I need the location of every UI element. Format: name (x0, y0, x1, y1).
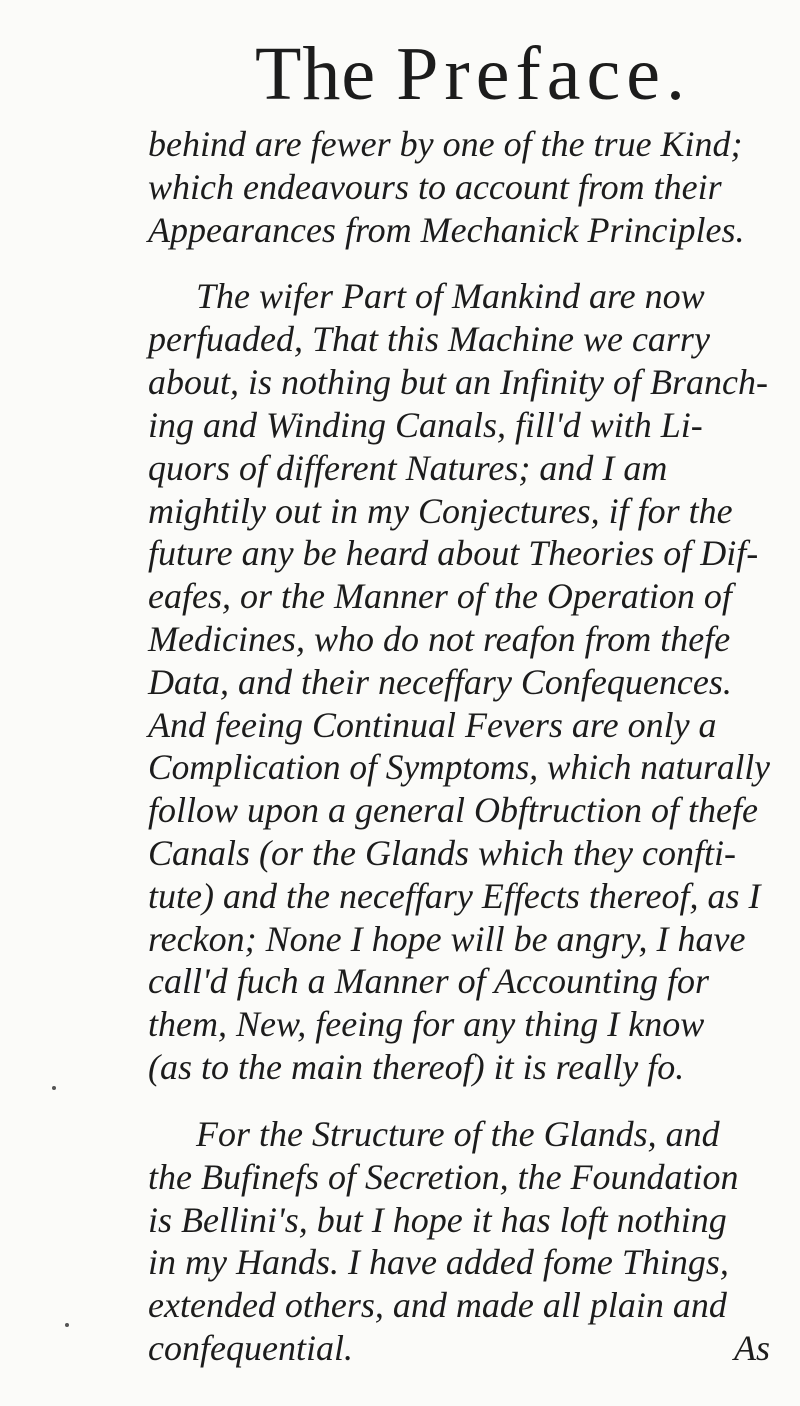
text-line: perfuaded, That this Machine we carry (148, 319, 710, 359)
text-line: quors of different Natures; and I am (148, 448, 668, 488)
text-line: And feeing Continual Fevers are only a (148, 705, 717, 745)
text-line: extended others, and made all plain and (148, 1285, 727, 1325)
text-line: confequential. (148, 1328, 353, 1368)
text-line: The wifer Part of Mankind are now (196, 276, 705, 316)
text-line: the Bufinefs of Secretion, the Foundation (148, 1157, 739, 1197)
text-line: call'd fuch a Manner of Accounting for (148, 961, 709, 1001)
text-line: ing and Winding Canals, fill'd with Li- (148, 405, 703, 445)
text-line: them, New, feeing for any thing I know (148, 1004, 705, 1044)
ink-speck (65, 1323, 69, 1327)
text-line: which endeavours to account from their (148, 167, 722, 207)
text-line: Complication of Symptoms, which naturally (148, 747, 770, 787)
text-line: Appearances from Mechanick Principles. (148, 210, 745, 250)
text-line: For the Structure of the Glands, and (196, 1114, 720, 1154)
text-line: (as to the main thereof) it is really fo. (148, 1047, 685, 1087)
running-head-preface: Preface. (396, 32, 691, 116)
text-line: about, is nothing but an Infinity of Branch- (148, 362, 768, 402)
text-line: mightily out in my Conjectures, if for the (148, 491, 733, 531)
text-line: eafes, or the Manner of the Operation of (148, 576, 732, 616)
text-line: behind are fewer by one of the true Kind; (148, 124, 743, 164)
text-line: Canals (or the Glands which they confti- (148, 833, 736, 873)
running-head-the: The (255, 32, 377, 116)
text-line: Data, and their neceffary Confequences. (148, 662, 732, 702)
text-line: follow upon a general Obftruction of thefe (148, 790, 758, 830)
text-line: tute) and the neceffary Effects thereof, as I (148, 876, 761, 916)
ink-speck (52, 1086, 56, 1090)
text-line: in my Hands. I have added fome Things, (148, 1242, 729, 1282)
text-line: reckon; None I hope will be angry, I have (148, 919, 746, 959)
text-line: future any be heard about Theories of Dif- (148, 533, 759, 573)
running-head (255, 32, 691, 116)
catchword: As (734, 1328, 770, 1368)
text-line: Medicines, who do not reafon from thefe (148, 619, 731, 659)
text-line: is Bellini's, but I hope it has loft nothing (148, 1200, 727, 1240)
